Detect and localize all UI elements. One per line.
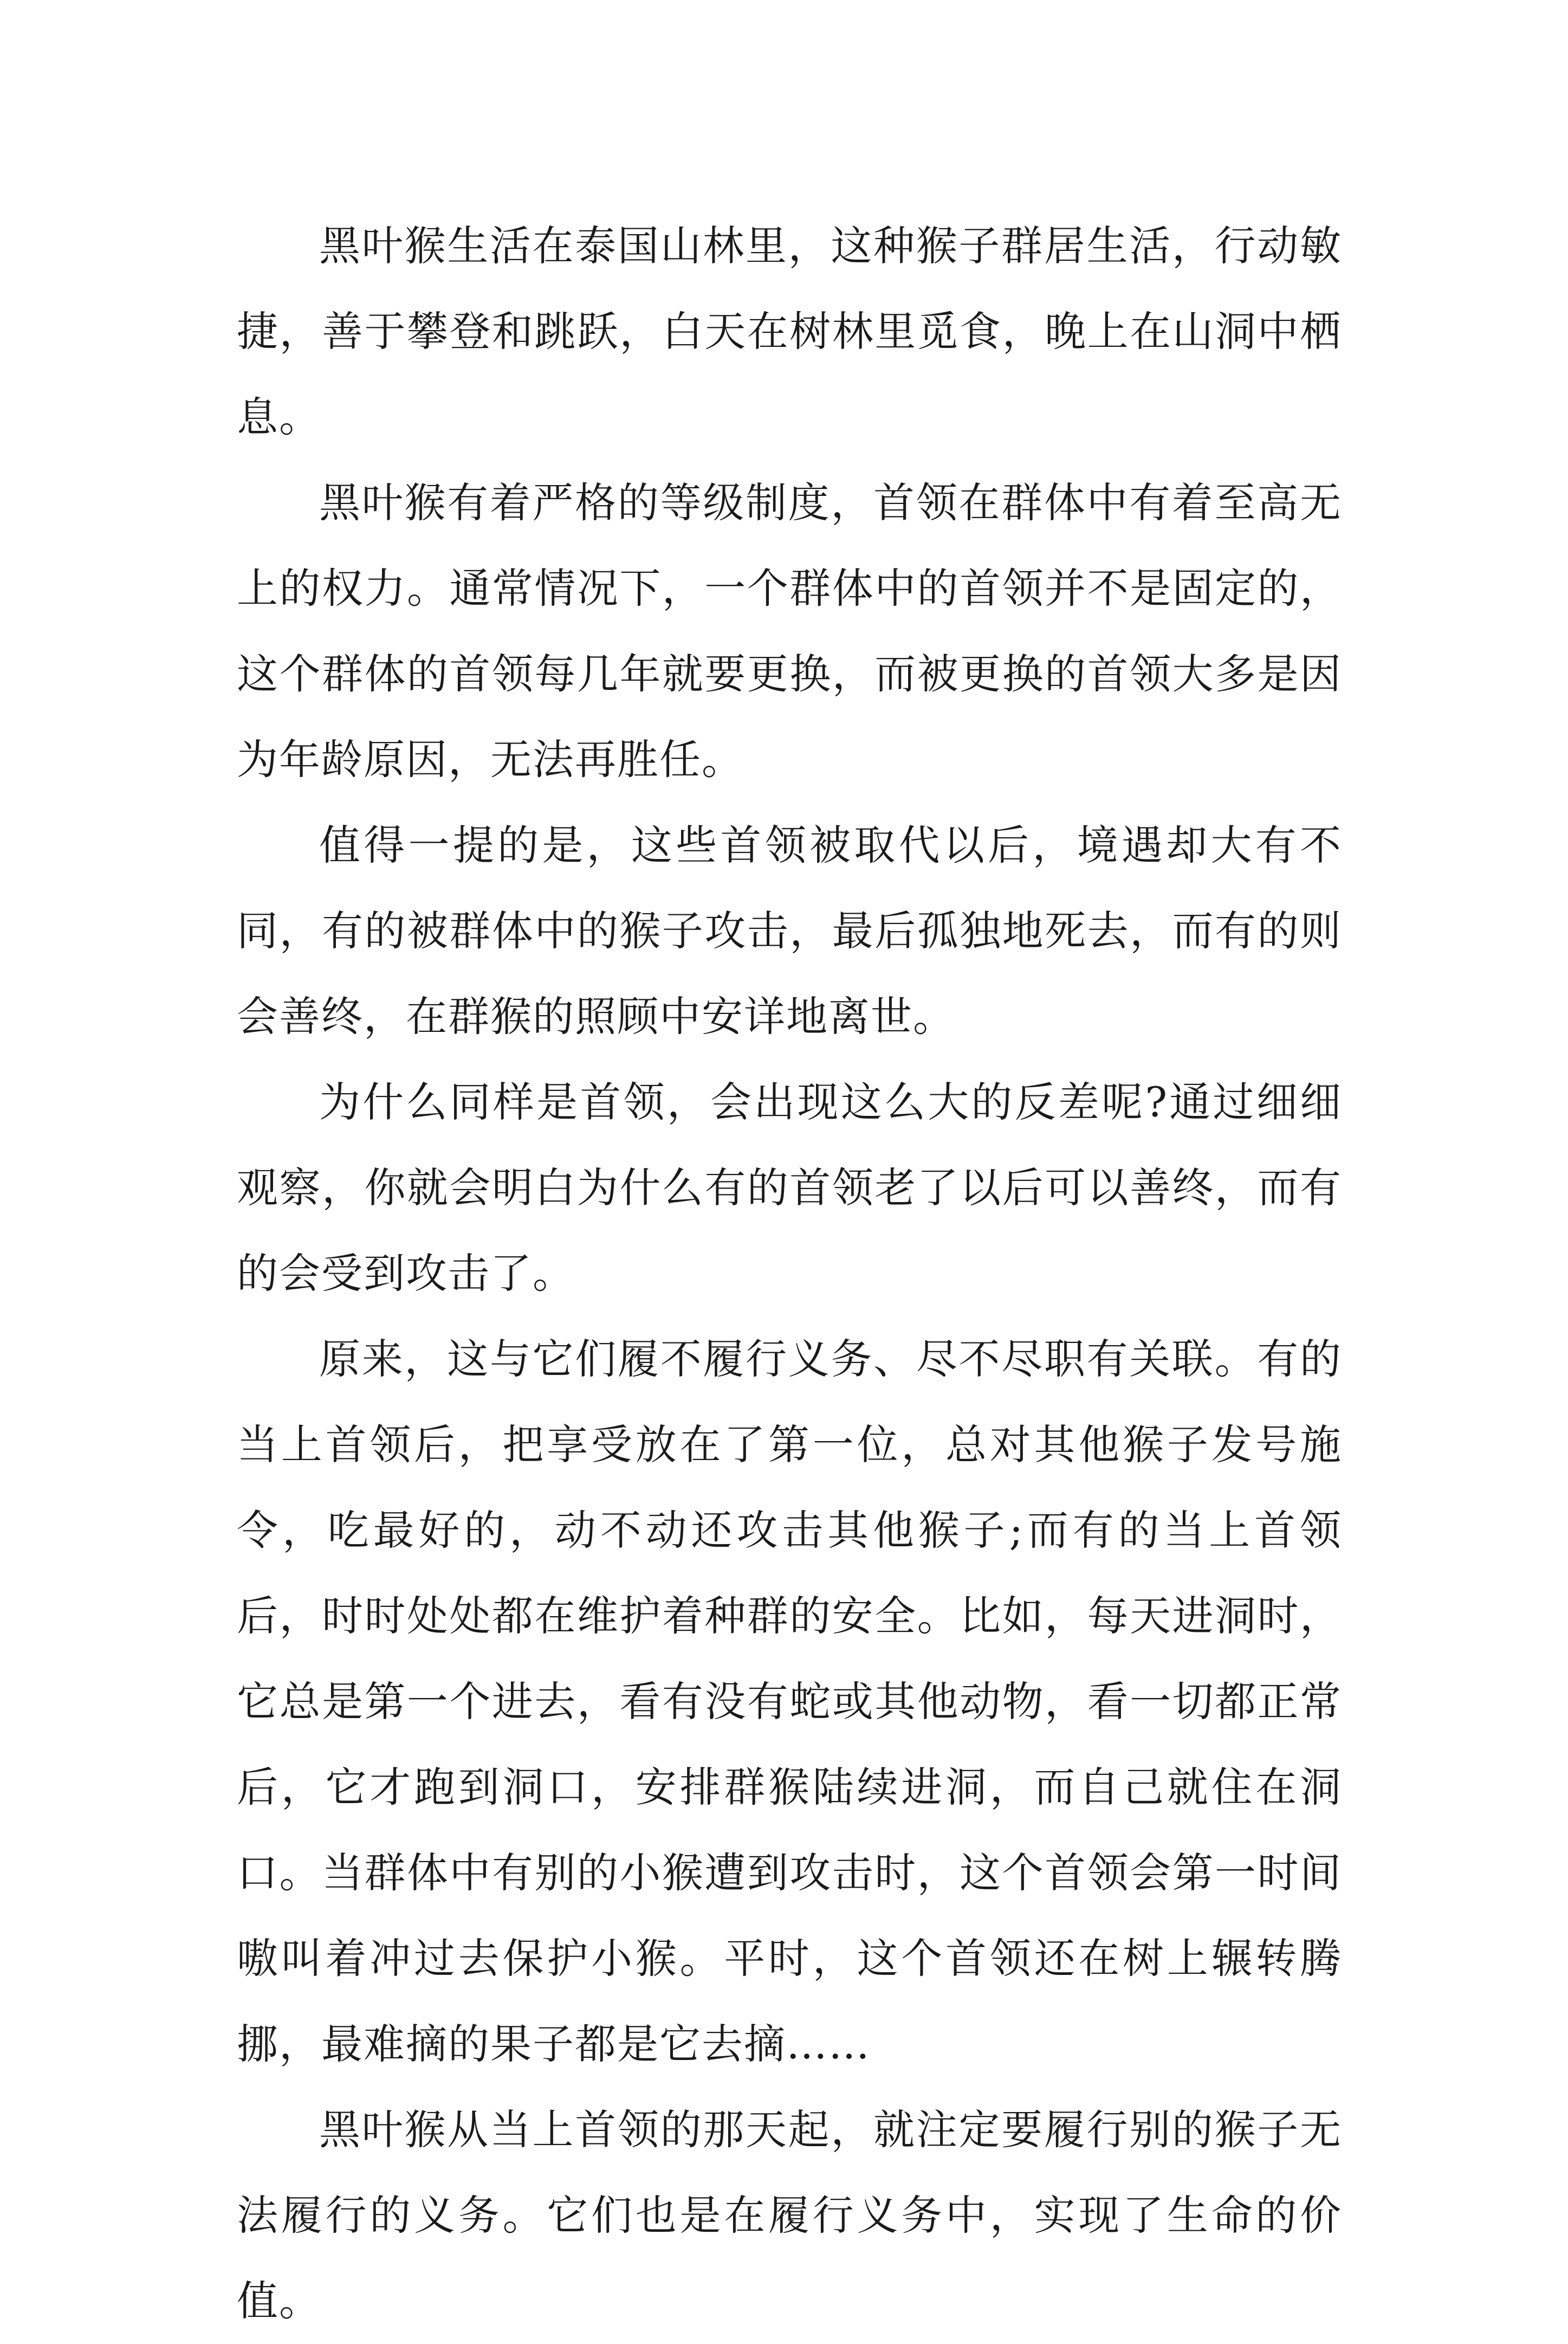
paragraph-question: 为什么同样是首领，会出现这么大的反差呢?通过细细观察，你就会明白为什么有的首领老了以后可以善终，而有的会受到攻击了。 bbox=[237, 1078, 1342, 1297]
paragraph-conclusion: 黑叶猴从当上首领的那天起，就注定要履行别的猴子无法履行的义务。它们也是在履行义务中，实现了生命的价值。 bbox=[237, 2106, 1342, 2325]
paragraph-fate: 值得一提的是，这些首领被取代以后，境遇却大有不同，有的被群体中的猴子攻击，最后孤独地死去，而有的则会善终，在群猴的照顾中安详地离世。 bbox=[237, 821, 1342, 1041]
article-body bbox=[237, 203, 1342, 2344]
paragraph-explanation: 原来，这与它们履不履行义务、尽不尽职有关联。有的当上首领后，把享受放在了第一位，总对其他猴子发号施令，吃最好的，动不动还攻击其他猴子;而有的当上首领后，时时处处都在维护着种群的安全。比如，每天进洞时，它总是第一个进去，看有没有蛇或其他动物，看一切都正常后，它才跑到洞口，安排群猴陆续进洞，而自己就住在洞口。当群体中有别的小猴遭到攻击时，这个首领会第一时间嗷叫着冲过去保护小猴。平时，这个首领还在树上辗转腾挪，最难摘的果子都是它去摘…… bbox=[237, 1335, 1342, 2068]
paragraph-hierarchy: 黑叶猴有着严格的等级制度，首领在群体中有着至高无上的权力。通常情况下，一个群体中的首领并不是固定的，这个群体的首领每几年就要更换，而被更换的首领大多是因为年龄原因，无法再胜任。 bbox=[237, 479, 1342, 784]
paragraph-habitat: 黑叶猴生活在泰国山林里，这种猴子群居生活，行动敏捷，善于攀登和跳跃，白天在树林里觅食，晚上在山洞中栖息。 bbox=[237, 222, 1342, 441]
